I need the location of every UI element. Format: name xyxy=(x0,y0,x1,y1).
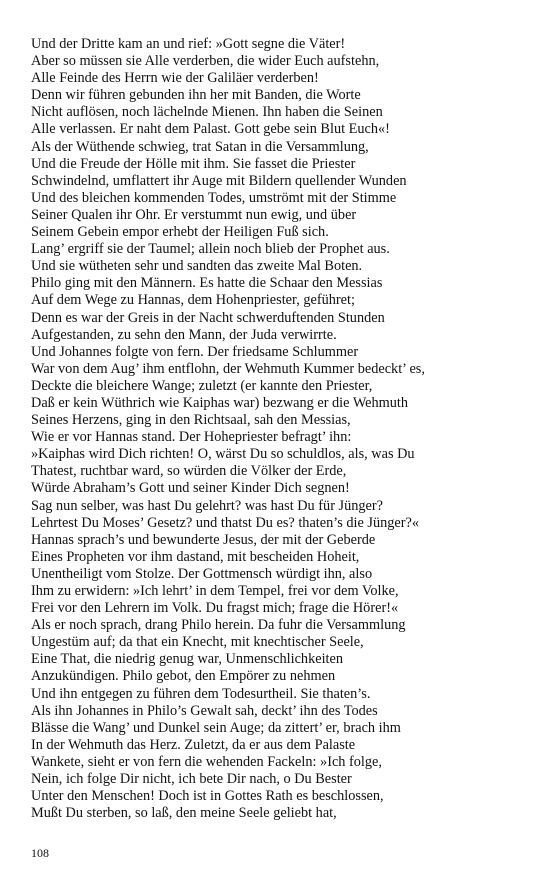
text-line: Unentheiligt vom Stolze. Der Gottmensch würdigt ihn, also xyxy=(31,565,373,582)
text-line: Als ihn Johannes in Philo’s Gewalt sah, deckt’ ihn des Todes xyxy=(31,702,378,719)
text-line: Wie er vor Hannas stand. Der Hohepriester befragt’ ihn: xyxy=(31,429,352,446)
text-line: Und Johannes folgte von fern. Der friedsame Schlummer xyxy=(31,343,359,360)
text-line: Philo ging mit den Männern. Es hatte die Schaar den Messias xyxy=(31,275,383,292)
text-line: Auf dem Wege zu Hannas, dem Hohenpriester, geführet; xyxy=(31,292,355,309)
poem-text xyxy=(31,36,531,822)
text-line: Als der Wüthende schwieg, trat Satan in die Versammlung, xyxy=(31,138,369,155)
text-line: Blässe die Wang’ und Dunkel sein Auge; da zittert’ er, brach ihm xyxy=(31,719,401,736)
text-line: Und sie wütheten sehr und sandten das zweite Mal Boten. xyxy=(31,258,363,275)
text-line: Und der Dritte kam an und rief: »Gott segne die Väter! xyxy=(31,36,346,52)
text-line: Und ihn entgegen zu führen dem Todesurtheil. Sie thaten’s. xyxy=(31,685,371,702)
text-line: Nicht auflösen, noch lächelnde Mienen. Ihn haben die Seinen xyxy=(31,104,383,121)
text-line: War von dem Aug’ ihm entflohn, der Wehmuth Kummer bedeckt’ es, xyxy=(31,360,425,377)
text-line: Seines Herzens, ging in den Richtsaal, sah den Messias, xyxy=(31,412,351,429)
text-line: Denn wir führen gebunden ihn her mit Banden, die Worte xyxy=(31,87,361,104)
text-line: Thatest, ruchtbar ward, so würden die Völker der Erde, xyxy=(31,463,347,480)
text-line: Sag nun selber, was hast Du gelehrt? was hast Du für Jünger? xyxy=(31,497,383,514)
text-line: Wankete, sieht er von fern die wehenden Fackeln: »Ich folge, xyxy=(31,753,382,770)
text-line: Würde Abraham’s Gott und seiner Kinder Dich segnen! xyxy=(31,480,350,497)
text-line: Eines Propheten vor ihm dastand, mit bescheiden Hoheit, xyxy=(31,548,360,565)
text-line: Nein, ich folge Dir nicht, ich bete Dir nach, o Du Bester xyxy=(31,771,352,788)
text-line: Schwindelnd, umflattert ihr Auge mit Bildern quellender Wunden xyxy=(31,172,407,189)
text-line: Eine That, die niedrig genug war, Unmenschlichkeiten xyxy=(31,651,344,668)
text-line: Frei vor den Lehrern im Volk. Du fragst mich; frage die Hörer!« xyxy=(31,600,399,617)
text-line: Ungestüm auf; da that ein Knecht, mit knechtischer Seele, xyxy=(31,634,364,651)
text-line: Seiner Qualen ihr Ohr. Er verstummt nun ewig, und über xyxy=(31,206,357,223)
text-line: Seinem Gebein empor erhebt der Heiligen Fuß sich. xyxy=(31,224,329,241)
text-line: Deckte die bleichere Wange; zuletzt (er kannte den Priester, xyxy=(31,377,373,394)
text-line: Und die Freude der Hölle mit ihm. Sie fasset die Priester xyxy=(31,155,356,172)
text-line: Alle Feinde des Herrn wie der Galiläer verderben! xyxy=(31,70,319,87)
text-line: »Kaiphas wird Dich richten! O, wärst Du so schuldlos, als, was Du xyxy=(31,446,415,463)
text-line: Denn es war der Greis in der Nacht schwerduftenden Stunden xyxy=(31,309,385,326)
text-line: Hannas sprach’s und bewunderte Jesus, der mit der Geberde xyxy=(31,531,376,548)
text-line: Aber so müssen sie Alle verderben, die wider Euch aufstehn, xyxy=(31,53,380,70)
text-line: Als er noch sprach, drang Philo herein. Da fuhr die Versammlung xyxy=(31,617,406,634)
text-line: Alle verlassen. Er naht dem Palast. Gott gebe sein Blut Euch«! xyxy=(31,121,390,138)
text-line: Aufgestanden, zu sehn den Mann, der Juda verwirrte. xyxy=(31,326,337,343)
text-line: In der Wehmuth das Herz. Zuletzt, da er aus dem Palaste xyxy=(31,736,356,753)
page-number: 108 xyxy=(31,846,49,860)
text-line: Lang’ ergriff sie der Taumel; allein noch blieb der Prophet aus. xyxy=(31,241,390,258)
text-line: Mußt Du sterben, so laß, den meine Seele geliebt hat, xyxy=(31,805,337,822)
text-line: Ihm zu erwidern: »Ich lehrt’ in dem Tempel, frei vor dem Volke, xyxy=(31,583,399,599)
text-line: Lehrtest Du Moses’ Gesetz? und thatst Du es? thaten’s die Jünger?« xyxy=(31,514,420,531)
text-line: Unter den Menschen! Doch ist in Gottes Rath es beschlossen, xyxy=(31,788,384,805)
text-line: Anzukündigen. Philo gebot, den Empörer zu nehmen xyxy=(31,668,336,685)
text-line: Daß er kein Wüthrich wie Kaiphas war) bezwang er die Wehmuth xyxy=(31,394,409,411)
text-line: Und des bleichen kommenden Todes, umströmt mit der Stimme xyxy=(31,189,397,206)
